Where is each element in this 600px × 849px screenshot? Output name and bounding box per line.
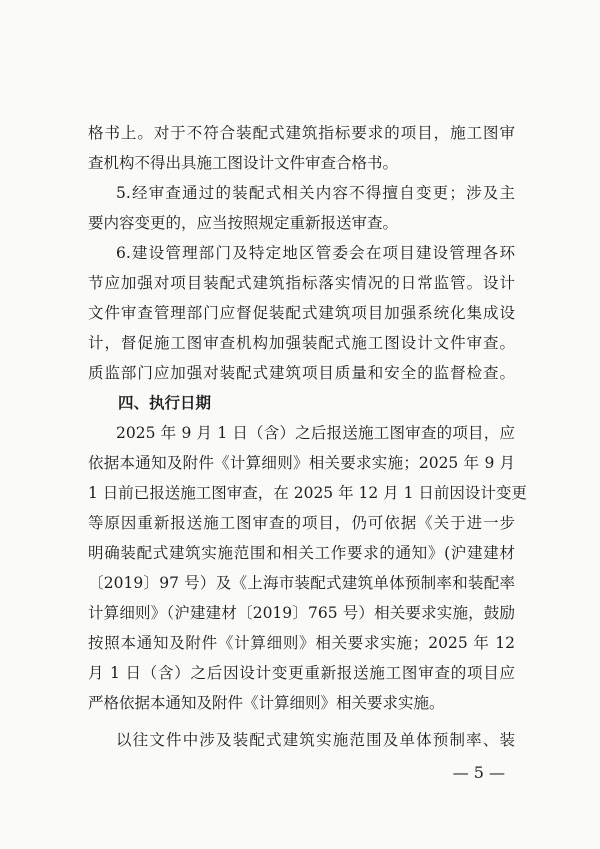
page-number: — 5 — <box>452 763 505 782</box>
body-text-line: 按照本通知及附件《计算细则》相关要求实施；2025 年 12 <box>88 634 515 652</box>
body-text-line: 查机构不得出具施工图设计文件审查合格书。 <box>88 154 399 172</box>
body-text-line: 月 1 日（含）之后因设计变更重新报送施工图审查的项目应 <box>88 664 515 682</box>
body-text-line: 文件审查管理部门应督促装配式建筑项目加强系统化集成设 <box>88 304 515 322</box>
body-text-line: 2025 年 9 月 1 日（含）之后报送施工图审查的项目，应 <box>116 424 515 442</box>
body-text-line: 明确装配式建筑实施范围和相关工作要求的通知》(沪建建材 <box>88 544 515 562</box>
body-text-line: 要内容变更的，应当按照规定重新报送审查。 <box>88 214 399 232</box>
body-text-line: 1 日前已报送施工图审查，在 2025 年 12 月 1 日前因设计变更 <box>88 484 527 502</box>
body-text-line: 5.经审查通过的装配式相关内容不得擅自变更；涉及主 <box>116 184 515 202</box>
body-text-line: 质监部门应加强对装配式建筑项目质量和安全的监督检查。 <box>88 364 515 382</box>
body-text-line: 严格依据本通知及附件《计算细则》相关要求实施。 <box>88 694 445 712</box>
body-text-line: 依据本通知及附件《计算细则》相关要求实施；2025 年 9 月 <box>88 454 515 472</box>
body-text-line: 等原因重新报送施工图审查的项目，仍可依据《关于进一步 <box>88 514 515 532</box>
document-body <box>88 118 527 755</box>
body-text-line: 格书上。对于不符合装配式建筑指标要求的项目，施工图审 <box>88 124 515 142</box>
body-text-line: 6.建设管理部门及特定地区管委会在项目建设管理各环 <box>116 244 515 262</box>
body-text-line: 以往文件中涉及装配式建筑实施范围及单体预制率、装 <box>116 731 515 749</box>
body-text-line: 计，督促施工图审查机构加强装配式施工图设计文件审查。 <box>88 334 515 352</box>
section-heading: 四、执行日期 <box>118 394 212 412</box>
body-text-line: 节应加强对项目装配式建筑指标落实情况的日常监管。设计 <box>88 274 515 292</box>
body-text-line: 计算细则》（沪建建材〔2019〕765 号）相关要求实施，鼓励 <box>88 604 515 622</box>
body-text-line: 〔2019〕97 号）及《上海市装配式建筑单体预制率和装配率 <box>88 574 515 592</box>
